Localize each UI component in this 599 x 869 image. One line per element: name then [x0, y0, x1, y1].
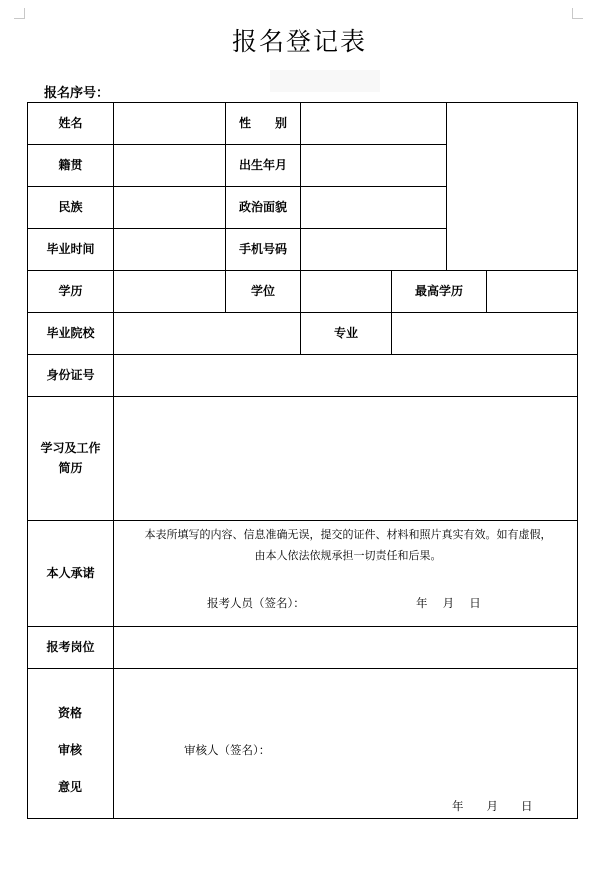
- label-resume: [28, 397, 113, 520]
- label-gender: 性 别: [238, 115, 287, 130]
- label-review-line3: 意见: [57, 780, 82, 794]
- page-title: 报名登记表: [231, 27, 367, 56]
- label-review-line2: 审核: [57, 743, 82, 757]
- label-education: 学历: [58, 283, 83, 298]
- label-applied-position: 报考岗位: [46, 639, 95, 654]
- label-major: 专业: [333, 325, 358, 340]
- label-graduation-time: 毕业时间: [46, 241, 95, 256]
- label-id-number: 身份证号: [46, 367, 95, 382]
- label-birth-date: 出生年月: [238, 157, 287, 172]
- applicant-date-label: 年 月 日: [416, 596, 481, 610]
- label-resume-line2: 简历: [58, 460, 83, 475]
- label-resume-line1: 学习及工作: [40, 441, 101, 456]
- label-degree: 学位: [250, 283, 275, 298]
- pledge-statement: [118, 524, 578, 566]
- label-pledge: 本人承诺: [46, 565, 95, 580]
- label-political-status: 政治面貌: [238, 199, 287, 214]
- label-highest-education: 最高学历: [414, 283, 463, 298]
- label-school: 毕业院校: [46, 325, 95, 340]
- label-review-line1: 资格: [57, 706, 82, 720]
- label-phone: 手机号码: [238, 241, 287, 256]
- label-qualification-review: [28, 700, 112, 811]
- reviewer-signature-label: 审核人（签名）：: [184, 743, 271, 757]
- pledge-line-1: 本表所填写的内容、信息准确无误，提交的证件、材料和照片真实有效。如有虚假，: [144, 528, 552, 541]
- serial-number-label: 报名序号：: [44, 86, 110, 101]
- label-ethnicity: 民族: [58, 199, 83, 214]
- applicant-signature-label: 报考人员（签名）：: [207, 596, 305, 610]
- label-name: 姓名: [58, 115, 83, 130]
- review-date-label: 年 月 日: [452, 799, 533, 813]
- pledge-line-2: 由本人依法依规承担一切责任和后果。: [254, 549, 442, 562]
- label-native-place: 籍贯: [58, 157, 83, 172]
